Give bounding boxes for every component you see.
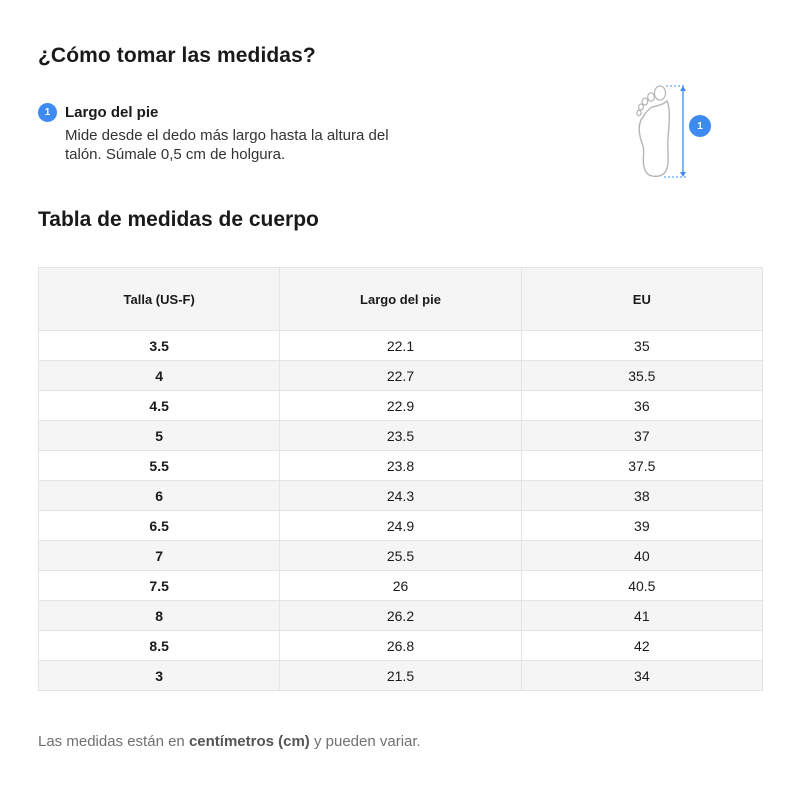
foot-length-cell: 22.7 bbox=[280, 361, 521, 391]
guide-title: ¿Cómo tomar las medidas? bbox=[38, 44, 316, 67]
foot-length-cell: 25.5 bbox=[280, 541, 521, 571]
column-header-foot-length: Largo del pie bbox=[280, 268, 521, 331]
foot-length-cell: 24.9 bbox=[280, 511, 521, 541]
table-row bbox=[39, 331, 763, 361]
table-row bbox=[39, 481, 763, 511]
note-units: centímetros (cm) bbox=[188, 733, 310, 750]
table-row bbox=[39, 421, 763, 451]
eu-cell: 39 bbox=[521, 511, 762, 541]
eu-cell: 34 bbox=[521, 661, 762, 691]
table-header-row bbox=[39, 268, 763, 331]
units-note bbox=[38, 733, 421, 750]
table-row bbox=[39, 661, 763, 691]
step-title: Largo del pie bbox=[65, 104, 159, 121]
eu-cell: 37 bbox=[521, 421, 762, 451]
table-title: Tabla de medidas de cuerpo bbox=[38, 208, 319, 231]
size-cell: 5.5 bbox=[39, 451, 280, 481]
size-cell: 7.5 bbox=[39, 571, 280, 601]
size-cell: 6.5 bbox=[39, 511, 280, 541]
size-cell: 7 bbox=[39, 541, 280, 571]
size-cell: 3.5 bbox=[39, 331, 280, 361]
size-cell: 5 bbox=[39, 421, 280, 451]
column-header-eu: EU bbox=[521, 268, 762, 331]
size-cell: 8.5 bbox=[39, 631, 280, 661]
table-row bbox=[39, 601, 763, 631]
eu-cell: 38 bbox=[521, 481, 762, 511]
note-text-end: y pueden variar. bbox=[309, 733, 421, 750]
foot-length-cell: 22.9 bbox=[280, 391, 521, 421]
step-description: Mide desde el dedo más largo hasta la altura del talón. Súmale 0,5 cm de holgura. bbox=[65, 127, 389, 163]
table-row bbox=[39, 541, 763, 571]
table-row bbox=[39, 631, 763, 661]
foot-length-cell: 22.1 bbox=[280, 331, 521, 361]
size-cell: 4 bbox=[39, 361, 280, 391]
size-cell: 4.5 bbox=[39, 391, 280, 421]
foot-length-cell: 26.8 bbox=[280, 631, 521, 661]
foot-length-cell: 26.2 bbox=[280, 601, 521, 631]
eu-cell: 40.5 bbox=[521, 571, 762, 601]
step-number-badge: 1 bbox=[38, 103, 57, 122]
eu-cell: 42 bbox=[521, 631, 762, 661]
size-cell: 3 bbox=[39, 661, 280, 691]
table-row bbox=[39, 511, 763, 541]
foot-length-cell: 26 bbox=[280, 571, 521, 601]
foot-length-cell: 24.3 bbox=[280, 481, 521, 511]
table-row bbox=[39, 451, 763, 481]
size-cell: 8 bbox=[39, 601, 280, 631]
foot-length-cell: 23.8 bbox=[280, 451, 521, 481]
size-chart-table bbox=[38, 267, 763, 691]
foot-length-cell: 21.5 bbox=[280, 661, 521, 691]
figure-step-badge: 1 bbox=[689, 115, 711, 137]
table-row bbox=[39, 571, 763, 601]
eu-cell: 35 bbox=[521, 331, 762, 361]
eu-cell: 41 bbox=[521, 601, 762, 631]
table-row bbox=[39, 391, 763, 421]
eu-cell: 36 bbox=[521, 391, 762, 421]
foot-length-cell: 23.5 bbox=[280, 421, 521, 451]
eu-cell: 40 bbox=[521, 541, 762, 571]
size-cell: 6 bbox=[39, 481, 280, 511]
eu-cell: 37.5 bbox=[521, 451, 762, 481]
column-header-size: Talla (US-F) bbox=[39, 268, 280, 331]
eu-cell: 35.5 bbox=[521, 361, 762, 391]
note-text-start: Las medidas están en bbox=[38, 733, 189, 750]
table-row bbox=[39, 361, 763, 391]
